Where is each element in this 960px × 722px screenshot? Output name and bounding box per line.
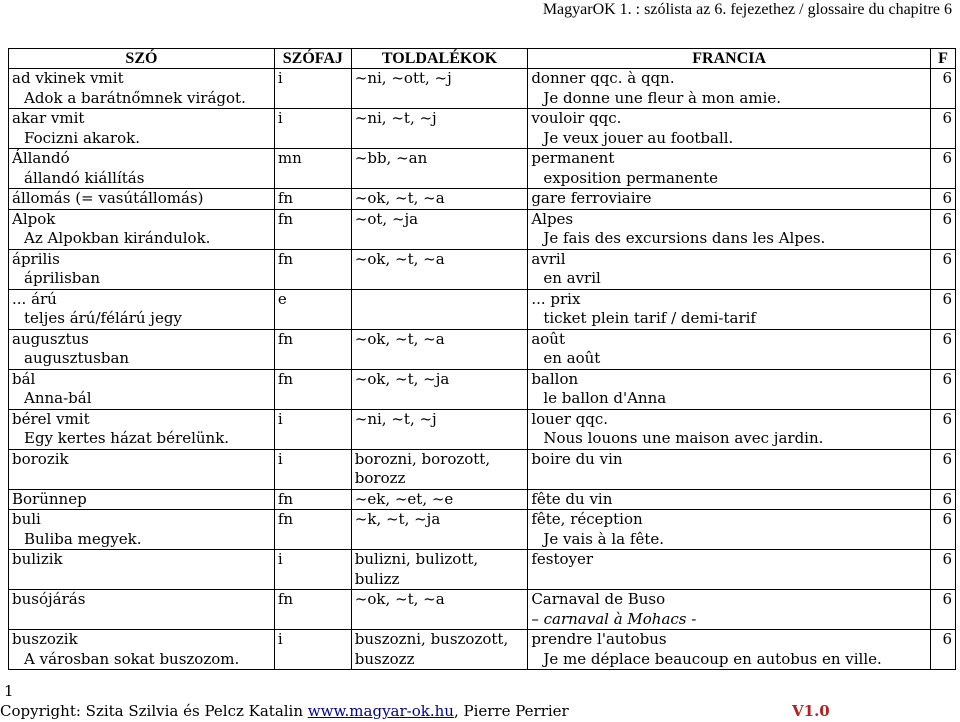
suffix-text: ~ot, ~ja [354,209,419,228]
pos-cell [274,550,351,590]
word-example: teljes árú/félárú jegy [24,309,182,327]
table-row [9,510,956,550]
table-row [9,289,956,329]
chapter-number: 6 [942,329,952,348]
suffix-cell [351,289,528,329]
suffix-cell [351,329,528,369]
suffix-text: buszozni, buszozott, buszozz [354,630,509,668]
word-example: Adok a barátnőmnek virágot. [24,88,246,107]
chapter-number: 6 [942,550,952,568]
french-example: ticket plein tarif / demi-tarif [543,309,756,327]
word-text: busójárás [12,590,86,608]
chapter-cell [931,209,956,249]
table-header-row [9,49,956,69]
table-row [9,209,956,249]
word-text: akar vmit [12,109,85,127]
french-example: Je vais à la fête. [543,529,664,548]
suffix-text: ~k, ~t, ~ja [354,510,441,528]
word-cell [9,409,275,449]
pos-text: fn [277,189,294,207]
french-example: Je veux jouer au football. [543,128,734,147]
pos-cell [274,630,351,670]
col-header-word: SZÓ [9,49,275,69]
french-example: le ballon d'Anna [543,389,667,407]
chapter-cell [931,329,956,369]
french-cell [528,630,931,670]
french-text: ... prix [531,289,581,308]
suffix-cell [351,69,528,109]
col-header-pos: SZÓFAJ [274,49,351,69]
word-cell [9,489,275,510]
chapter-number: 6 [942,630,952,648]
word-cell [9,369,275,409]
word-cell [9,590,275,630]
french-text: festoyer [531,550,594,568]
french-example: en août [543,349,601,367]
word-cell [9,329,275,369]
french-cell [528,289,931,329]
table-row [9,109,956,149]
word-example: Buliba megyek. [24,529,142,548]
pos-text: fn [277,329,294,348]
table-row [9,149,956,189]
french-text: août [531,329,565,348]
word-text: borozik [12,449,69,468]
chapter-number: 6 [942,510,952,528]
word-text: április [12,249,60,268]
french-cell [528,149,931,189]
suffix-text: ~ok, ~t, ~a [354,329,445,348]
french-example: Je donne une fleur à mon amie. [543,88,782,107]
chapter-number: 6 [942,189,952,207]
suffix-text: ~ni, ~ott, ~j [354,69,452,87]
chapter-cell [931,69,956,109]
suffix-cell [351,189,528,210]
suffix-cell [351,510,528,550]
word-text: ad vkinek vmit [12,69,124,87]
suffix-cell [351,489,528,510]
suffix-text: ~ok, ~t, ~a [354,189,445,207]
word-text: buli [12,510,41,528]
table-row [9,489,956,510]
french-example: Je fais des excursions dans les Alpes. [543,229,826,247]
vocabulary-table [8,48,956,670]
word-cell [9,449,275,489]
chapter-cell [931,409,956,449]
chapter-number: 6 [942,590,952,608]
table-row [9,69,956,109]
suffix-text: ~ok, ~t, ~a [354,249,445,268]
word-cell [9,209,275,249]
chapter-cell [931,109,956,149]
suffix-cell [351,550,528,590]
word-text: augusztus [12,329,89,348]
suffix-text: ~bb, ~an [354,149,428,167]
pos-text: i [277,409,283,428]
pos-cell [274,590,351,630]
french-text: permanent [531,149,615,167]
suffix-text: borozni, borozott, borozz [354,449,491,487]
french-text: prendre l'autobus [531,630,667,648]
pos-cell [274,409,351,449]
french-text: vouloir qqc. [531,109,622,127]
pos-cell [274,149,351,189]
french-cell [528,209,931,249]
word-text: ... árú [12,289,57,308]
word-example: Egy kertes házat bérelünk. [24,429,230,447]
word-cell [9,289,275,329]
pos-text: i [277,69,283,87]
french-text: fête du vin [531,489,613,508]
chapter-cell [931,550,956,590]
french-cell [528,109,931,149]
copyright-text: Copyright: Szita Szilvia és Pelcz Katalin [0,702,308,720]
pos-text: fn [277,590,294,608]
chapter-number: 6 [942,449,952,468]
suffix-cell [351,249,528,289]
word-text: állomás (= vasútállomás) [12,189,204,207]
french-text: boire du vin [531,449,623,468]
suffix-text: ~ni, ~t, ~j [354,109,437,127]
col-header-french: FRANCIA [528,49,931,69]
pos-cell [274,209,351,249]
table-row [9,449,956,489]
french-text: ballon [531,369,579,388]
french-cell [528,590,931,630]
french-example: – carnaval à Mohacs - [531,609,697,628]
word-cell [9,69,275,109]
col-header-suffixes: TOLDALÉKOK [351,49,528,69]
french-text: donner qqc. à qqn. [531,69,675,87]
word-text: bulizik [12,550,63,568]
word-example: Anna-bál [24,389,92,407]
suffix-cell [351,590,528,630]
table-body [9,69,956,670]
pos-cell [274,329,351,369]
chapter-number: 6 [942,69,952,87]
pos-cell [274,449,351,489]
pos-cell [274,189,351,210]
pos-text: i [277,550,283,568]
french-example: Nous louons une maison avec jardin. [543,429,824,447]
word-text: Alpok [12,209,56,228]
pos-text: mn [277,149,302,167]
copyright-author: , Pierre Perrier [453,702,569,720]
version-label: V1.0 [792,702,830,720]
chapter-number: 6 [942,209,952,228]
suffix-cell [351,369,528,409]
word-example: augusztusban [24,349,130,367]
french-cell [528,189,931,210]
pos-text: i [277,630,283,648]
suffix-text: ~ok, ~t, ~a [354,590,445,608]
french-example: exposition permanente [543,168,718,187]
french-text: gare ferroviaire [531,189,652,207]
chapter-cell [931,630,956,670]
french-cell [528,489,931,510]
pos-cell [274,109,351,149]
table-row [9,590,956,630]
website-link[interactable]: www.magyar-ok.hu [307,702,454,720]
col-header-chapter: F [931,49,956,69]
word-text: Állandó [12,149,70,167]
pos-text: fn [277,510,294,528]
suffix-cell [351,630,528,670]
chapter-cell [931,249,956,289]
french-cell [528,329,931,369]
chapter-number: 6 [942,249,952,268]
table-row [9,369,956,409]
chapter-cell [931,449,956,489]
chapter-number: 6 [942,369,952,388]
french-cell [528,510,931,550]
suffix-text: ~ek, ~et, ~e [354,489,454,508]
pos-text: fn [277,249,294,268]
suffix-text: ~ni, ~t, ~j [354,409,437,428]
word-cell [9,510,275,550]
french-text: Alpes [531,209,574,228]
word-text: Borünnep [12,489,87,508]
suffix-cell [351,149,528,189]
french-cell [528,550,931,590]
pos-text: fn [277,489,294,508]
chapter-number: 6 [942,149,952,167]
word-example: Focizni akarok. [24,128,140,147]
chapter-cell [931,289,956,329]
french-cell [528,409,931,449]
pos-text: e [277,289,287,308]
pos-cell [274,489,351,510]
word-cell [9,630,275,670]
chapter-cell [931,189,956,210]
suffix-text: ~ok, ~t, ~ja [354,369,450,388]
pos-cell [274,289,351,329]
french-example: en avril [543,269,601,287]
table-row [9,249,956,289]
suffix-cell [351,449,528,489]
pos-cell [274,510,351,550]
chapter-cell [931,590,956,630]
chapter-number: 6 [942,109,952,127]
french-cell [528,249,931,289]
pos-text: fn [277,209,294,228]
word-text: buszozik [12,630,78,648]
french-text: Carnaval de Buso [531,590,666,608]
word-cell [9,249,275,289]
french-cell [528,69,931,109]
pos-cell [274,369,351,409]
word-cell [9,149,275,189]
page-number: 1 [4,682,14,700]
french-text: avril [531,249,566,268]
chapter-number: 6 [942,409,952,428]
suffix-cell [351,109,528,149]
word-cell [9,109,275,149]
table-row [9,329,956,369]
word-cell [9,189,275,210]
pos-cell [274,69,351,109]
word-text: bál [12,369,36,388]
chapter-cell [931,369,956,409]
word-text: bérel vmit [12,409,90,428]
page-header: MagyarOK 1. : szólista az 6. fejezethez / glossaire du chapitre 6 [542,1,952,18]
table-row [9,189,956,210]
pos-text: i [277,449,283,468]
suffix-text: bulizni, bulizott, bulizz [354,550,479,588]
table-row [9,409,956,449]
suffix-cell [351,409,528,449]
chapter-cell [931,149,956,189]
french-text: louer qqc. [531,409,609,428]
pos-cell [274,249,351,289]
chapter-number: 6 [942,289,952,308]
chapter-number: 6 [942,489,952,508]
table-row [9,550,956,590]
word-example: Az Alpokban kirándulok. [24,229,211,247]
french-cell [528,369,931,409]
pos-text: fn [277,369,294,388]
french-text: fête, réception [531,510,643,528]
word-example: állandó kiállítás [24,168,145,187]
chapter-cell [931,489,956,510]
suffix-cell [351,209,528,249]
french-example: Je me déplace beaucoup en autobus en ville. [543,649,882,668]
word-cell [9,550,275,590]
pos-text: i [277,109,283,127]
word-example: áprilisban [24,269,101,287]
table-row [9,630,956,670]
word-example: A városban sokat buszozom. [24,649,240,668]
chapter-cell [931,510,956,550]
french-cell [528,449,931,489]
